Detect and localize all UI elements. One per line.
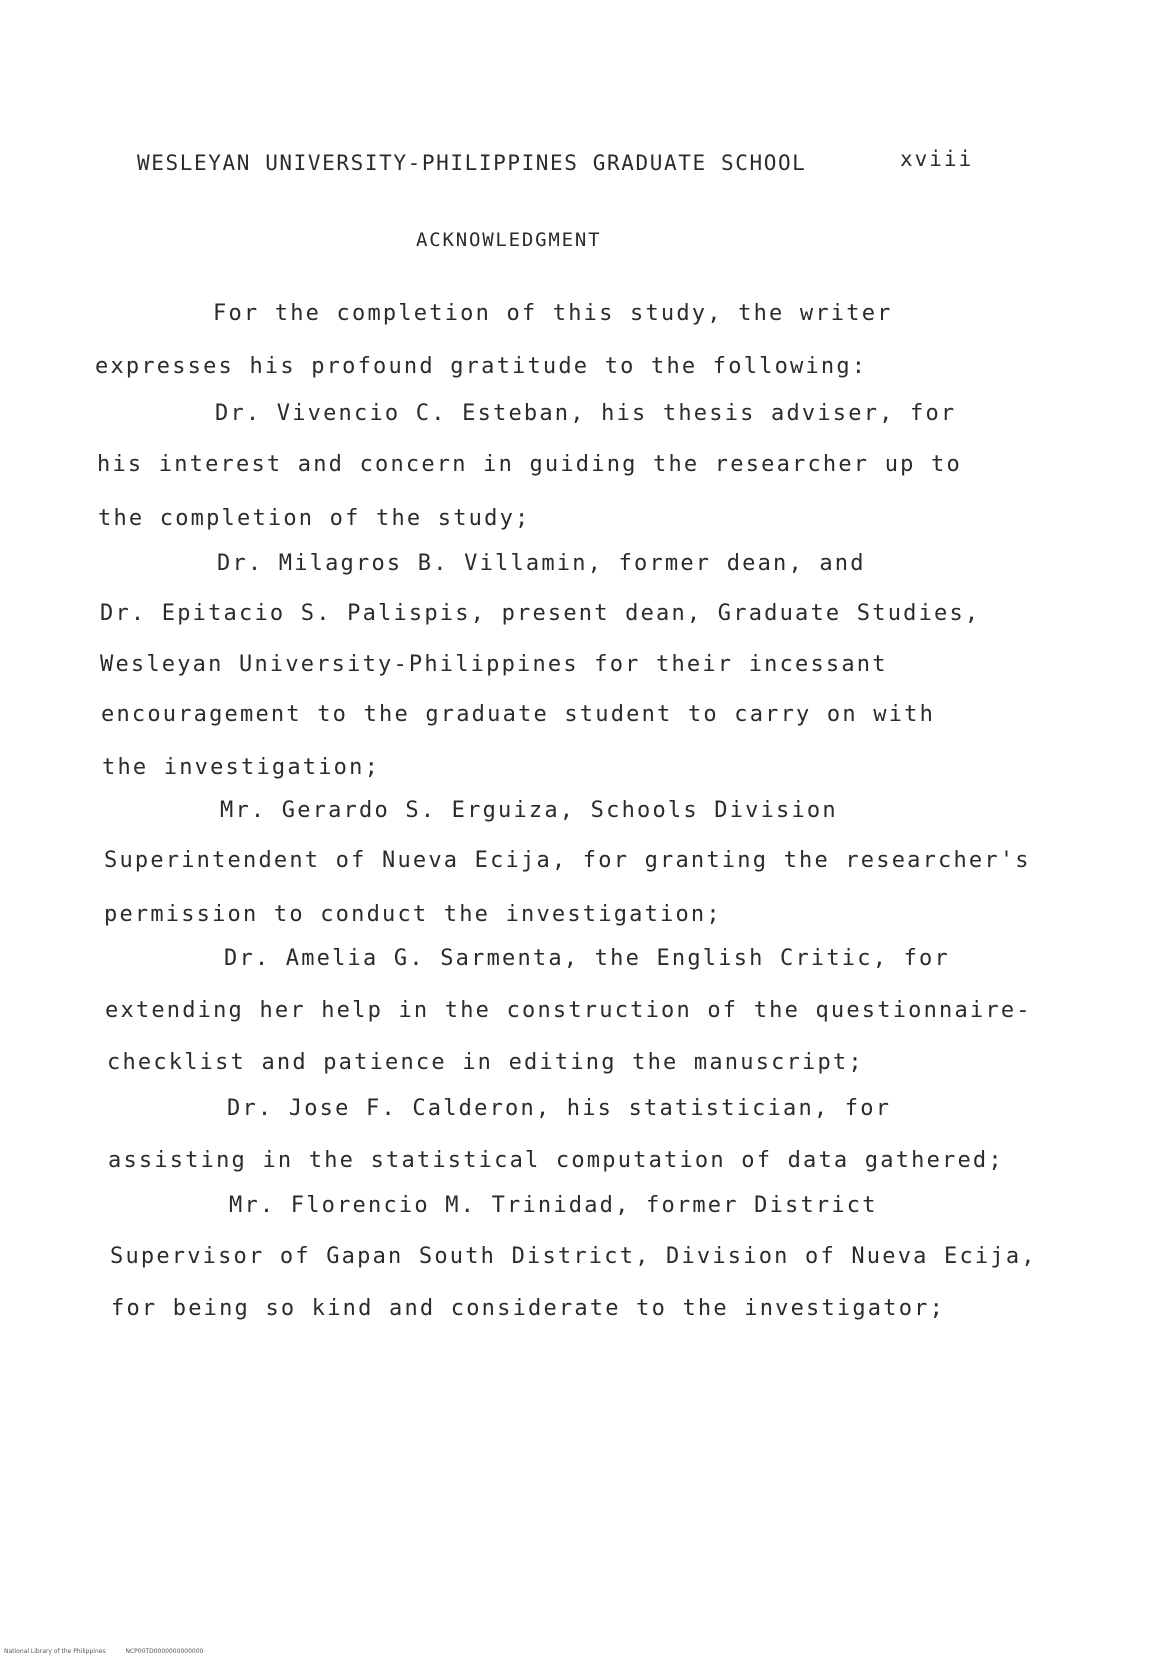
page-title: ACKNOWLEDGMENT [416,229,602,251]
text-line: extending her help in the construction of the questionnaire- [105,998,1032,1023]
scan-footer [4,1648,221,1655]
text-line: Supervisor of Gapan South District, Division of Nueva Ecija, [110,1244,1037,1269]
text-line: Wesleyan University-Philippines for their incessant [100,652,888,677]
text-line: the completion of the study; [98,506,531,531]
text-line: his interest and concern in guiding the researcher up to [97,452,962,477]
text-line: Dr. Jose F. Calderon, his statistician, for [227,1096,892,1121]
text-line: checklist and patience in editing the manuscript; [107,1050,864,1075]
text-line: Mr. Florencio M. Trinidad, former District [229,1193,878,1218]
text-line: expresses his profound gratitude to the following: [95,354,868,379]
text-line: Dr. Amelia G. Sarmenta, the English Critic, for [224,946,950,971]
text-line: permission to conduct the investigation; [104,902,722,927]
text-line: Dr. Vivencio C. Esteban, his thesis adviser, for [215,401,957,426]
footer-library: National Library of the Philippines [4,1648,106,1655]
text-line: Dr. Milagros B. Villamin, former dean, and [217,551,866,576]
text-line: Mr. Gerardo S. Erguiza, Schools Division [220,798,838,823]
text-line: assisting in the statistical computation of data gathered; [108,1148,1004,1173]
institution-header: WESLEYAN UNIVERSITY-PHILIPPINES GRADUATE SCHOOL [137,151,807,175]
text-line: encouragement to the graduate student to carry on with [101,702,936,727]
text-line: for being so kind and considerate to the investigator; [111,1296,946,1321]
text-line: Superintendent of Nueva Ecija, for granting the researcher's [104,848,1031,873]
page-number: xviii [900,147,974,171]
footer-code: NCP00TD0000000000000 [125,1648,204,1655]
text-line: For the completion of this study, the writer [213,301,893,326]
text-line: Dr. Epitacio S. Palispis, present dean, Graduate Studies, [100,601,981,626]
text-line: the investigation; [102,755,381,780]
